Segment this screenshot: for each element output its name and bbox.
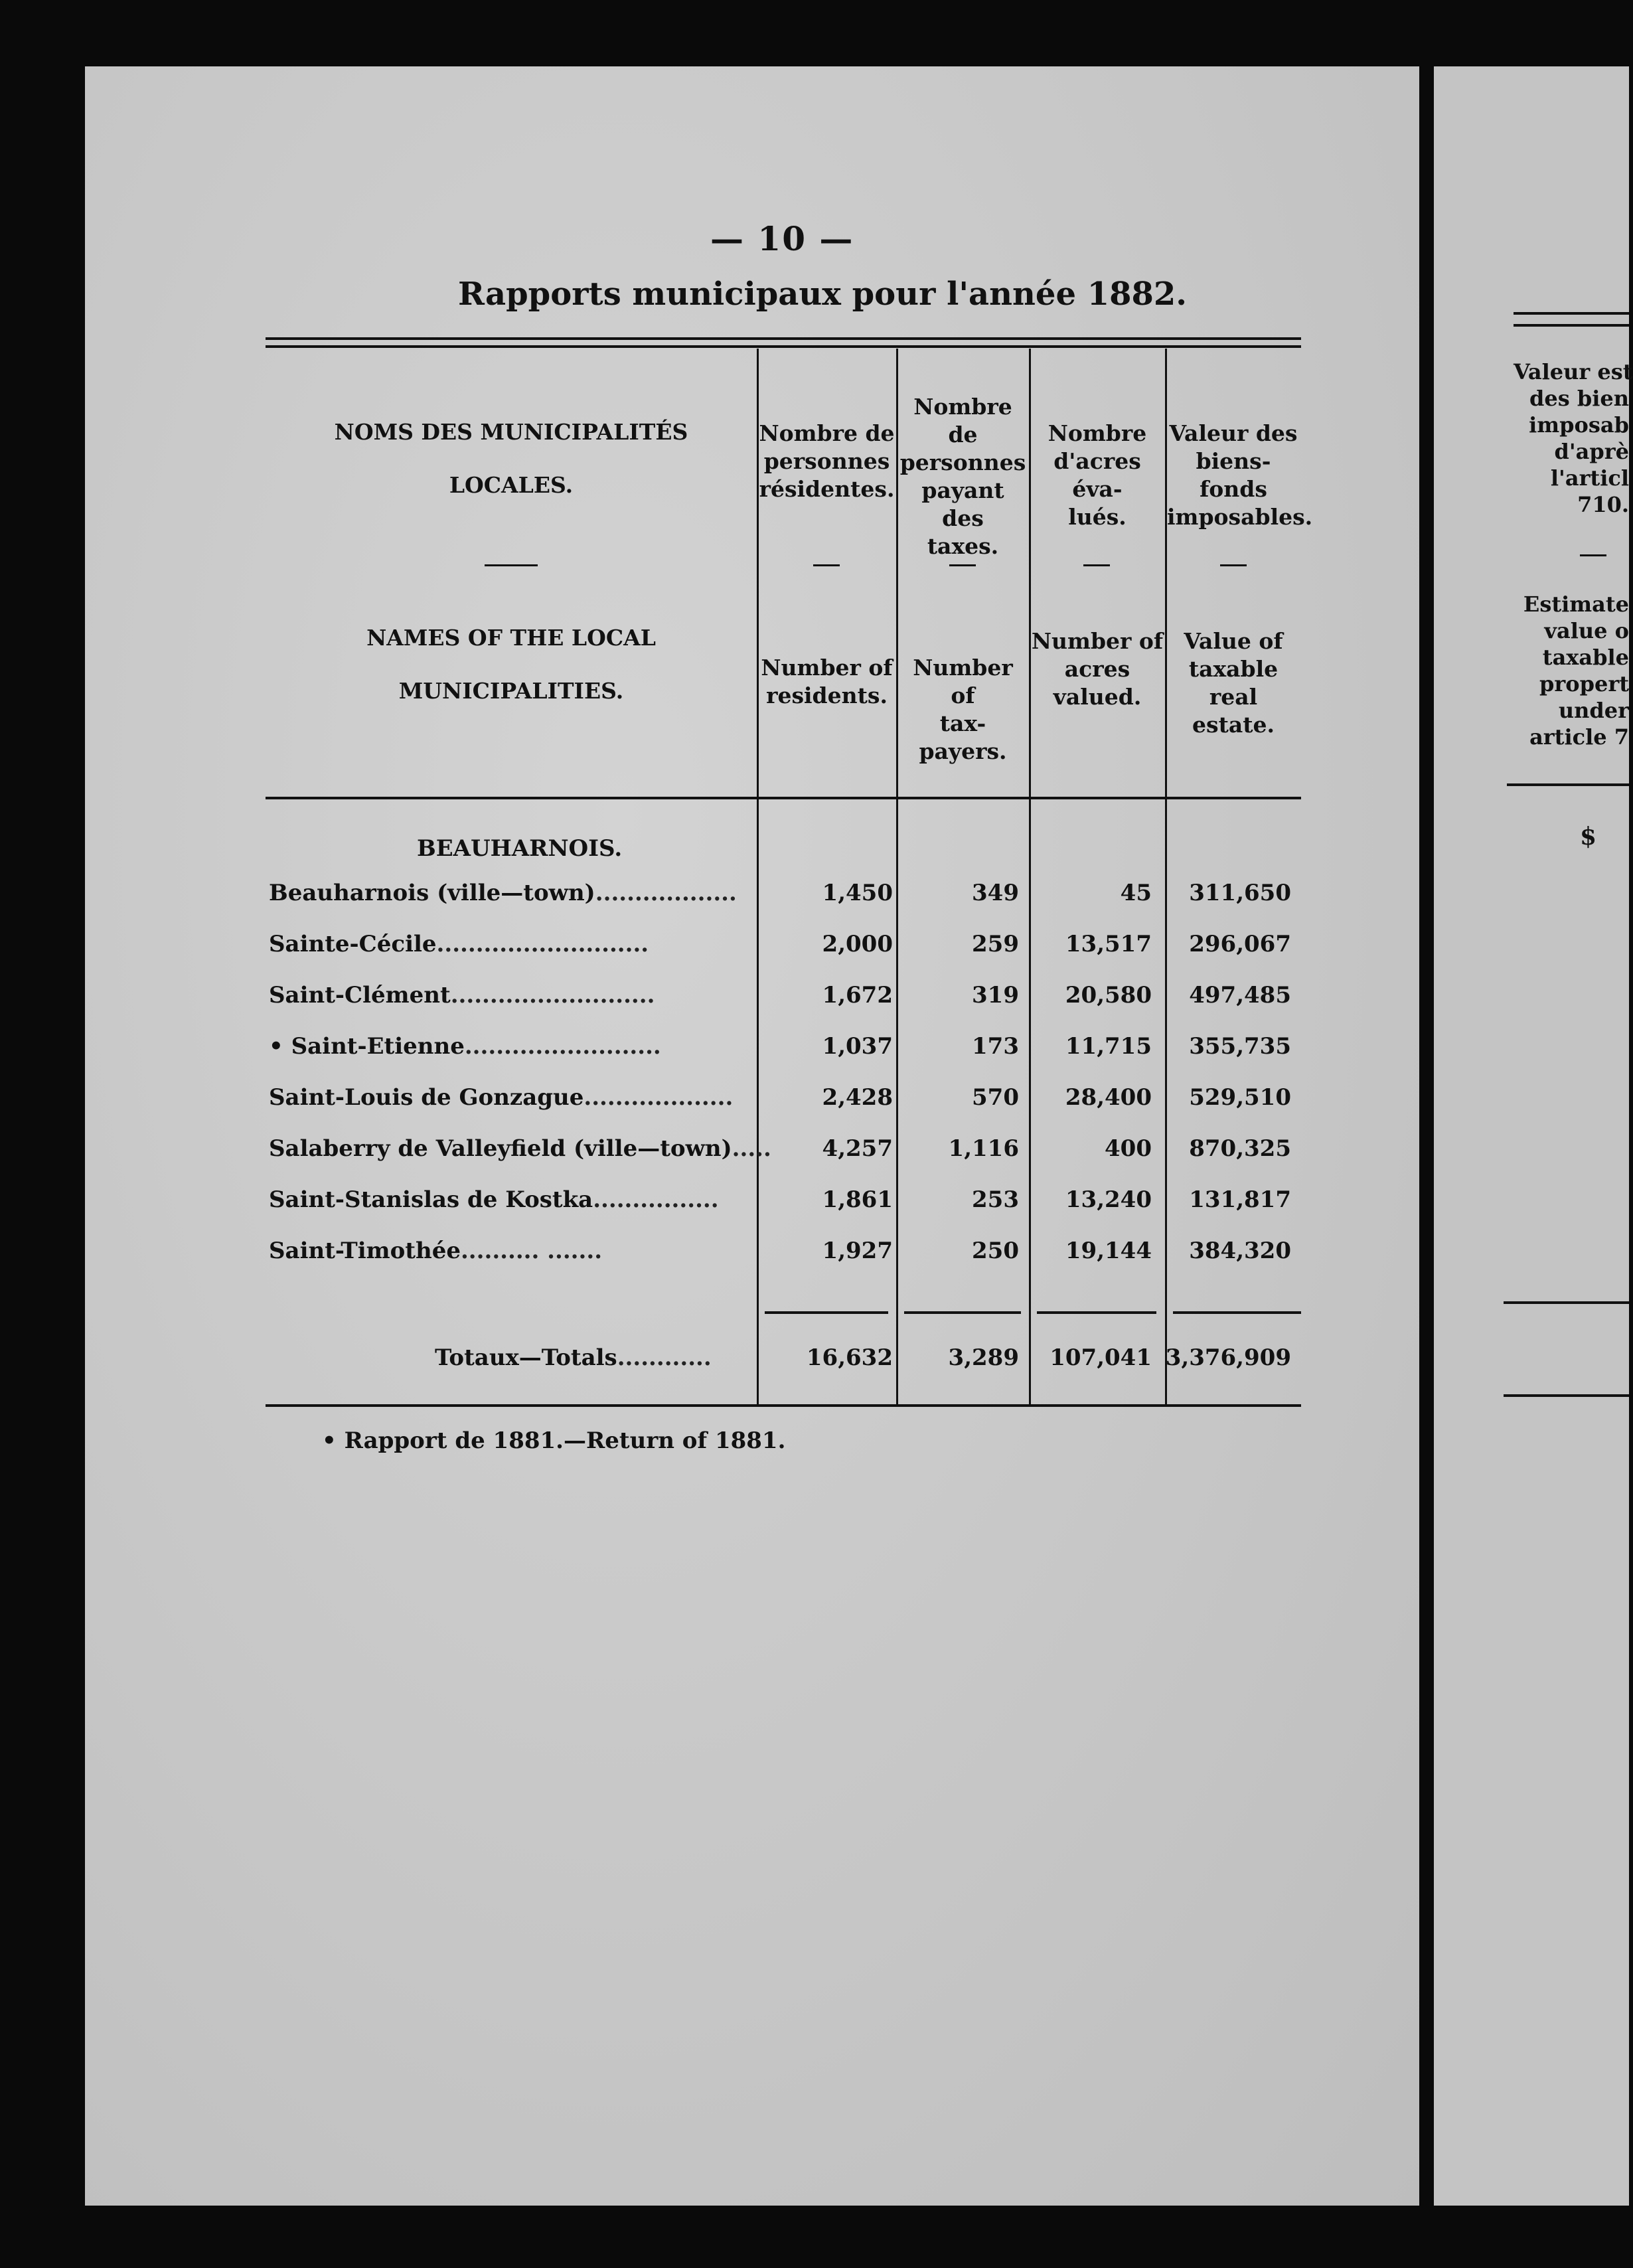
municipality-name xyxy=(269,982,757,1009)
header-text: Nombre de xyxy=(759,420,895,446)
residents-cell: 2,000 xyxy=(822,931,893,957)
taxpayers-cell: 253 xyxy=(972,1186,1019,1213)
acres-cell: 20,580 xyxy=(1065,982,1152,1009)
section-heading: BEAUHARNOIS. xyxy=(417,835,623,862)
value-cell: 870,325 xyxy=(1189,1135,1291,1162)
separator-dash xyxy=(1220,564,1247,566)
acres-cell: 28,400 xyxy=(1065,1084,1152,1111)
table-bottom-rule xyxy=(266,1404,1301,1407)
header-rule xyxy=(266,337,1301,340)
header-text: Number of xyxy=(761,655,893,681)
residents-cell: 1,037 xyxy=(822,1033,893,1060)
total-rule xyxy=(904,1311,1021,1314)
acres-cell: 19,144 xyxy=(1065,1238,1152,1264)
header-text: Number of xyxy=(1031,628,1164,654)
municipality-name xyxy=(269,880,757,906)
acres-cell: 13,517 xyxy=(1065,931,1152,957)
adjacent-rule xyxy=(1504,1394,1629,1397)
separator-dash xyxy=(1580,554,1606,556)
leader-dots: .................. xyxy=(595,880,737,906)
residents-cell: 1,672 xyxy=(822,982,893,1009)
taxpayers-cell: 173 xyxy=(972,1033,1019,1060)
total-acres: 107,041 xyxy=(1050,1344,1152,1371)
value-cell: 296,067 xyxy=(1189,931,1291,957)
leader-dots: ..... xyxy=(732,1135,771,1162)
header-name-en xyxy=(292,624,730,705)
municipality-text: Beauharnois (ville—town) xyxy=(269,880,595,906)
taxpayers-cell: 1,116 xyxy=(948,1135,1019,1162)
header-text: résidentes. xyxy=(759,476,895,502)
separator-dash xyxy=(485,564,538,566)
adjacent-text: article 7 xyxy=(1529,724,1629,750)
municipality-name xyxy=(269,1033,757,1060)
total-taxpayers: 3,289 xyxy=(948,1344,1019,1371)
header-text: MUNICIPALITIES. xyxy=(398,678,624,704)
taxpayers-cell: 319 xyxy=(972,982,1019,1009)
leader-dots: ................... xyxy=(583,1084,734,1111)
adjacent-rule xyxy=(1504,1301,1629,1304)
adjacent-text: propert xyxy=(1539,671,1629,696)
value-cell: 529,510 xyxy=(1189,1084,1291,1111)
separator-dash xyxy=(949,564,976,566)
header-rule xyxy=(266,345,1301,348)
adjacent-text: l'articl xyxy=(1550,465,1629,491)
header-col3-en xyxy=(1031,627,1164,711)
acres-cell: 11,715 xyxy=(1065,1033,1152,1060)
header-text: LOCALES. xyxy=(449,472,574,498)
leader-dots: ................ xyxy=(593,1186,719,1213)
header-text: imposables. xyxy=(1167,504,1313,530)
header-text: tax-payers. xyxy=(919,710,1007,764)
value-cell: 131,817 xyxy=(1189,1186,1291,1213)
footnote: • Rapport de 1881.—Return of 1881. xyxy=(322,1427,786,1454)
residents-cell: 4,257 xyxy=(822,1135,893,1162)
municipality-text: Saint-Timothée xyxy=(269,1238,461,1264)
municipality-name xyxy=(269,1238,757,1264)
total-rule xyxy=(765,1311,888,1314)
header-text: valued. xyxy=(1053,684,1142,710)
header-text: real estate. xyxy=(1192,684,1275,738)
header-text: taxable xyxy=(1188,656,1279,682)
header-text: Nombre xyxy=(1048,420,1147,446)
header-text: Number of xyxy=(913,655,1013,708)
separator-dash xyxy=(1083,564,1110,566)
value-cell: 384,320 xyxy=(1189,1238,1291,1264)
header-text: residents. xyxy=(766,683,888,708)
separator-dash xyxy=(813,564,840,566)
leader-dots: ......................... xyxy=(464,1033,661,1060)
header-col2-en xyxy=(898,654,1028,766)
header-text: biens-fonds xyxy=(1196,448,1271,502)
total-rule xyxy=(1173,1311,1301,1314)
adjacent-text: Estimate xyxy=(1523,592,1629,617)
adjacent-text: des bien xyxy=(1529,386,1629,411)
adjacent-text: imposab xyxy=(1529,412,1629,438)
value-cell: 311,650 xyxy=(1189,880,1291,906)
value-cell: 355,735 xyxy=(1189,1033,1291,1060)
total-rule xyxy=(1037,1311,1156,1314)
leader-dots: ........................... xyxy=(436,931,649,957)
header-col1-en xyxy=(759,654,895,710)
adjacent-text: Valeur est xyxy=(1514,359,1633,384)
header-text: NAMES OF THE LOCAL xyxy=(366,625,656,651)
header-col4-en xyxy=(1167,627,1300,739)
header-bottom-rule xyxy=(266,797,1301,799)
municipality-name xyxy=(269,1084,757,1111)
taxpayers-cell: 570 xyxy=(972,1084,1019,1111)
municipality-text: Sainte-Cécile xyxy=(269,931,437,957)
adjacent-header-fr xyxy=(1514,359,1633,518)
adjacent-rule xyxy=(1514,324,1629,327)
municipality-text: • Saint-Etienne xyxy=(269,1033,465,1060)
header-col4-fr xyxy=(1167,420,1313,531)
header-col1-fr xyxy=(759,420,895,503)
taxpayers-cell: 250 xyxy=(972,1238,1019,1264)
header-col2-fr xyxy=(898,393,1028,560)
header-text: Nombre de xyxy=(913,394,1012,447)
header-text: lués. xyxy=(1068,504,1127,530)
totals-label xyxy=(435,1344,757,1371)
header-text: d'acres éva- xyxy=(1053,448,1141,502)
municipality-name xyxy=(269,1135,771,1162)
header-text: Valeur des xyxy=(1169,420,1298,446)
municipality-name xyxy=(269,1186,757,1213)
page-title: Rapports municipaux pour l'année 1882. xyxy=(458,276,1187,313)
adjacent-text: under xyxy=(1558,698,1629,723)
adjacent-header-en xyxy=(1514,591,1629,750)
total-value: 3,376,909 xyxy=(1165,1344,1291,1371)
municipality-text: Saint-Clément xyxy=(269,982,451,1009)
residents-cell: 2,428 xyxy=(822,1084,893,1111)
taxpayers-cell: 349 xyxy=(972,880,1019,906)
header-name-fr xyxy=(292,418,730,499)
header-text: acres xyxy=(1064,656,1130,682)
page-number: — 10 — xyxy=(710,219,854,258)
value-cell: 497,485 xyxy=(1189,982,1291,1009)
acres-cell: 400 xyxy=(1105,1135,1152,1162)
adjacent-rule xyxy=(1507,783,1629,786)
column-divider xyxy=(757,349,759,1404)
municipality-text: Salaberry de Valleyfield (ville—town) xyxy=(269,1135,732,1162)
taxpayers-cell: 259 xyxy=(972,931,1019,957)
leader-dots: .......................... xyxy=(450,982,655,1009)
residents-cell: 1,927 xyxy=(822,1238,893,1264)
totals-text: Totaux—Totals xyxy=(435,1344,617,1371)
header-text: Value of xyxy=(1184,628,1283,654)
header-text: NOMS DES MUNICIPALITÉS xyxy=(334,419,688,445)
leader-dots: .......... ....... xyxy=(460,1238,603,1264)
total-residents: 16,632 xyxy=(806,1344,893,1371)
municipality-name xyxy=(269,931,757,957)
leader-dots: ............ xyxy=(617,1344,712,1371)
adjacent-rule xyxy=(1514,312,1629,315)
municipality-text: Saint-Louis de Gonzague xyxy=(269,1084,584,1111)
adjacent-text: 710. xyxy=(1577,492,1629,517)
residents-cell: 1,450 xyxy=(822,880,893,906)
header-col3-fr xyxy=(1031,420,1164,531)
adjacent-text: value o xyxy=(1544,618,1629,643)
residents-cell: 1,861 xyxy=(822,1186,893,1213)
currency-sign: $ xyxy=(1580,823,1597,850)
header-text: payant des xyxy=(921,477,1004,531)
header-text: taxes. xyxy=(927,533,999,559)
acres-cell: 13,240 xyxy=(1065,1186,1152,1213)
municipality-text: Saint-Stanislas de Kostka xyxy=(269,1186,593,1213)
adjacent-text: d'aprè xyxy=(1554,439,1629,464)
acres-cell: 45 xyxy=(1120,880,1152,906)
header-text: personnes xyxy=(763,448,890,474)
header-text: personnes xyxy=(899,449,1026,475)
adjacent-text: taxable xyxy=(1542,645,1629,670)
